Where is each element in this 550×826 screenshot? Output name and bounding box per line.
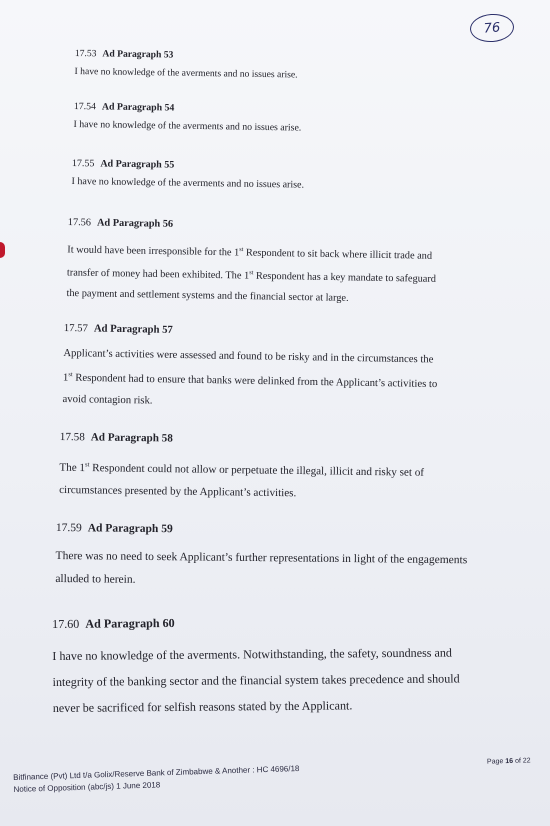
paragraph-heading bbox=[72, 156, 305, 175]
paragraph-text-line: circumstances presented by the Applicant’s activities. bbox=[59, 483, 297, 499]
paragraph-number: 17.55 bbox=[71, 157, 95, 170]
paragraph-text-line: alluded to herein. bbox=[55, 572, 136, 586]
paragraph-text-line: The 1st Respondent could not allow or perpetuate the illegal, illicit and risky set of bbox=[59, 460, 425, 479]
paragraph-heading bbox=[64, 318, 439, 346]
page-prefix: Page bbox=[486, 758, 506, 766]
paragraph-number: 17.58 bbox=[59, 430, 85, 444]
paragraph-heading bbox=[52, 607, 459, 637]
paragraph-number: 17.56 bbox=[67, 216, 92, 229]
paragraph-17-58 bbox=[59, 426, 425, 506]
paragraph-text-line: Applicant’s activities were assessed and found to be risky and in the circumstances the bbox=[63, 346, 434, 366]
paragraph-17-60 bbox=[52, 607, 460, 721]
paragraph-number: 17.60 bbox=[52, 616, 80, 631]
paragraph-title: Ad Paragraph 54 bbox=[101, 101, 175, 114]
red-edge-mark bbox=[0, 242, 5, 258]
paragraph-17-53 bbox=[74, 46, 297, 82]
handwritten-page-number: 76 bbox=[469, 12, 515, 43]
footer-document-info: Notice of Opposition (abc/js) 1 June 2018 bbox=[13, 780, 161, 794]
paragraph-title: Ad Paragraph 60 bbox=[85, 615, 175, 631]
paragraph-17-59 bbox=[55, 517, 467, 595]
paragraph-text-line: avoid contagion risk. bbox=[62, 392, 153, 407]
paragraph-17-57 bbox=[62, 318, 438, 416]
footer-case-title: Bitfinance (Pvt) Ltd t/a Golix/Reserve Bank of Zimbabwe & Another : HC 4696/18 bbox=[13, 764, 300, 782]
paragraph-heading bbox=[68, 213, 437, 239]
page-count bbox=[487, 757, 531, 765]
paragraph-heading bbox=[75, 46, 298, 65]
paragraph-text-line: I have no knowledge of the averments and no issues arise. bbox=[71, 175, 305, 191]
paragraph-text-line: the payment and settlement systems and the financial sector at large. bbox=[66, 287, 349, 304]
paragraph-17-55 bbox=[71, 156, 304, 193]
paragraph-heading bbox=[60, 426, 425, 454]
paragraph-number: 17.54 bbox=[73, 100, 97, 113]
paragraph-text-line: I have no knowledge of the averments and no issues arise. bbox=[73, 118, 302, 134]
paragraph-text-line: There was no need to seek Applicant’s further representations in light of the engagements bbox=[55, 549, 468, 567]
paragraph-title: Ad Paragraph 53 bbox=[102, 48, 174, 61]
paragraph-text-line: integrity of the banking sector and the financial system takes precedence and should bbox=[52, 671, 460, 689]
page-of: of bbox=[513, 757, 523, 765]
paragraph-heading bbox=[56, 517, 468, 544]
paragraph-17-56 bbox=[66, 213, 437, 310]
paragraph-text-line: It would have been irresponsible for the 1st Respondent to sit back where illicit trade and bbox=[67, 244, 433, 262]
paragraph-title: Ad Paragraph 58 bbox=[90, 431, 173, 445]
paragraph-title: Ad Paragraph 55 bbox=[100, 158, 175, 171]
paragraph-title: Ad Paragraph 57 bbox=[93, 322, 173, 336]
paragraph-number: 17.59 bbox=[55, 521, 82, 535]
document-footer bbox=[13, 763, 300, 796]
paragraph-text-line: never be sacrificed for selfish reasons stated by the Applicant. bbox=[52, 698, 353, 715]
paragraph-text-line: I have no knowledge of the averments and no issues arise. bbox=[74, 65, 298, 81]
paragraph-number: 17.57 bbox=[63, 321, 88, 335]
paragraph-17-54 bbox=[73, 99, 301, 136]
paragraph-title: Ad Paragraph 56 bbox=[96, 217, 174, 230]
paragraph-text-line: I have no knowledge of the averments. Notwithstanding, the safety, soundness and bbox=[52, 645, 453, 663]
paragraph-text-line: 1st Respondent had to ensure that banks were delinked from the Applicant’s activities to bbox=[62, 371, 438, 391]
paragraph-heading bbox=[74, 99, 302, 118]
paragraph-number: 17.53 bbox=[74, 47, 97, 60]
paragraph-text-line: transfer of money had been exhibited. The 1st Respondent has a key mandate to safeguard bbox=[66, 267, 437, 286]
page-current: 16 bbox=[505, 757, 514, 766]
paragraph-title: Ad Paragraph 59 bbox=[87, 522, 173, 536]
page-total: 22 bbox=[522, 757, 531, 765]
